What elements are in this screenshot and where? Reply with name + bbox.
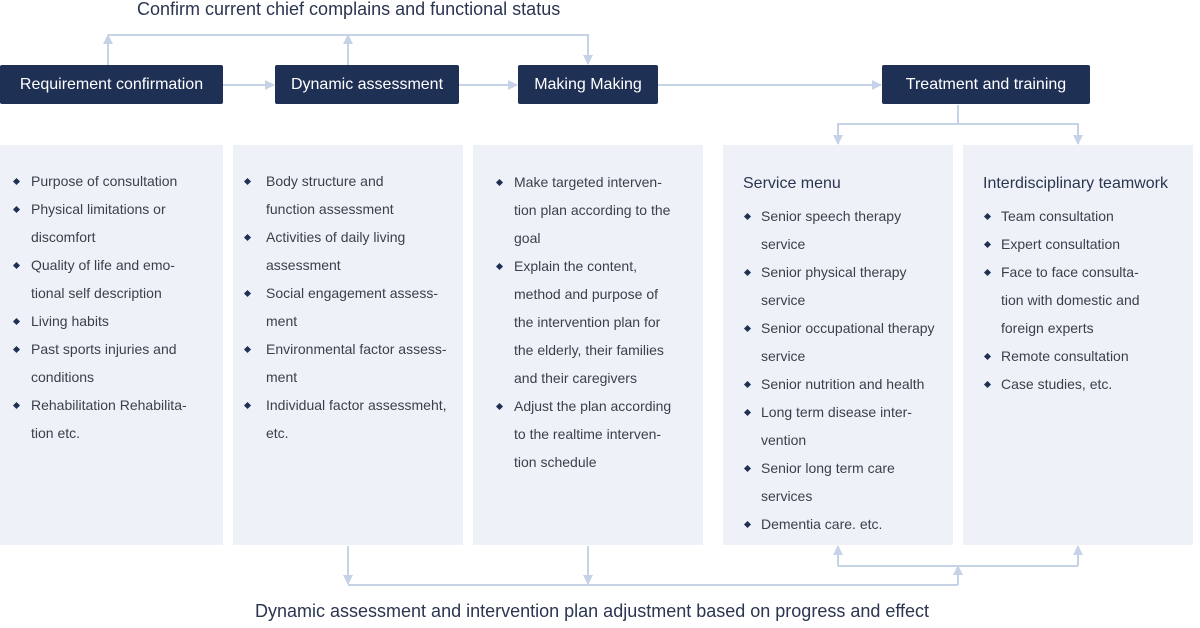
- list-item: Senior long term care services: [761, 454, 953, 510]
- list-item: Quality of life and emo- tional self description: [31, 251, 223, 307]
- list-item: Case studies, etc.: [1001, 370, 1193, 398]
- assessment-list: [266, 167, 463, 447]
- list-item: Senior nutrition and health: [761, 370, 953, 398]
- service-menu-list: [743, 202, 953, 538]
- step-making: Making Making: [518, 65, 658, 104]
- list-item: Rehabilitation Rehabilita- tion etc.: [31, 391, 223, 447]
- list-item: Activities of daily living assessment: [266, 223, 463, 279]
- panel-making: [473, 145, 703, 545]
- list-item: Senior speech therapy service: [761, 202, 953, 258]
- service-menu-heading: Service menu: [743, 175, 841, 192]
- list-item: Senior occupational therapy service: [761, 314, 953, 370]
- list-item: Individual factor assessmeht, etc.: [266, 391, 463, 447]
- list-item: Living habits: [31, 307, 223, 335]
- list-item: Remote consultation: [1001, 342, 1193, 370]
- step-requirement-confirmation: Requirement confirmation: [0, 65, 223, 104]
- list-item: Environmental factor assess- ment: [266, 335, 463, 391]
- step-dynamic-assessment: Dynamic assessment: [275, 65, 459, 104]
- making-list: [514, 168, 703, 476]
- treatment-split-left: [838, 124, 958, 144]
- list-item: Dementia care. etc.: [761, 510, 953, 538]
- teamwork-heading: Interdisciplinary teamwork: [983, 175, 1168, 192]
- teamwork-list: [983, 202, 1193, 398]
- panel-interdisciplinary-teamwork: [963, 145, 1193, 545]
- list-item: Social engagement assess- ment: [266, 279, 463, 335]
- panel-service-menu: [723, 145, 953, 545]
- panel-requirement-confirmation: [0, 145, 223, 545]
- panel-dynamic-assessment: [233, 145, 463, 545]
- list-item: Physical limitations or discomfort: [31, 195, 223, 251]
- list-item: Body structure and function assessment: [266, 167, 463, 223]
- top-caption: Confirm current chief complains and functional status: [137, 0, 561, 19]
- treatment-split-right: [958, 124, 1078, 144]
- list-item: Past sports injuries and conditions: [31, 335, 223, 391]
- list-item: Explain the content, method and purpose of the intervention plan for the elderly, their families and their caregivers: [514, 252, 703, 392]
- list-item: Senior physical therapy service: [761, 258, 953, 314]
- list-item: Purpose of consultation: [31, 167, 223, 195]
- list-item: Adjust the plan according to the realtime interven- tion schedule: [514, 392, 703, 476]
- list-item: Make targeted interven- tion plan according to the goal: [514, 168, 703, 252]
- list-item: Team consultation: [1001, 202, 1193, 230]
- list-item: Expert consultation: [1001, 230, 1193, 258]
- bottom-caption: Dynamic assessment and intervention plan adjustment based on progress and effect: [255, 601, 930, 621]
- list-item: Face to face consulta- tion with domestic and foreign experts: [1001, 258, 1193, 342]
- requirement-list: [31, 167, 223, 447]
- list-item: Long term disease inter- vention: [761, 398, 953, 454]
- step-treatment-and-training: Treatment and training: [882, 65, 1090, 104]
